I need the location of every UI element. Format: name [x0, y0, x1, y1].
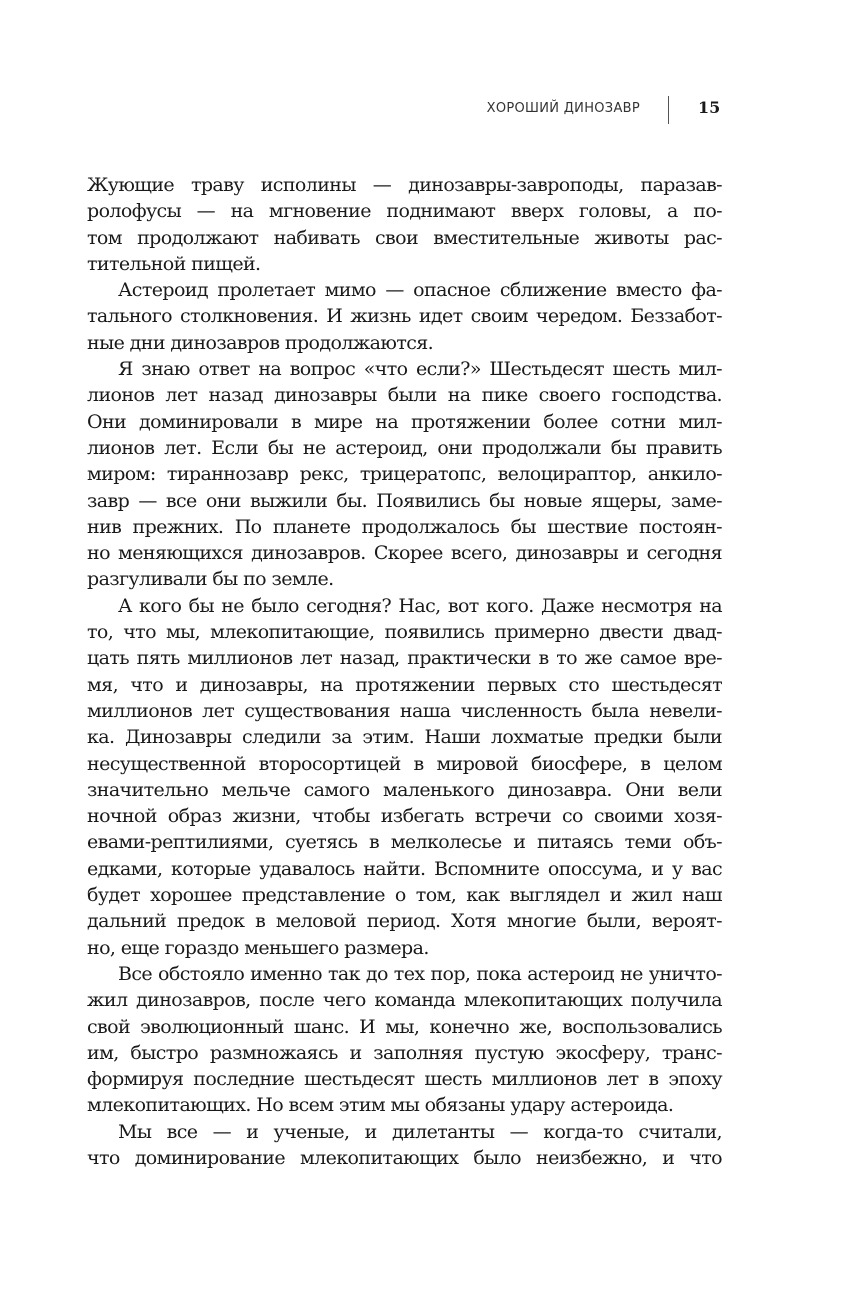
text-line: тительной пищей.	[87, 252, 261, 275]
text-line: завр — все они выжили бы. Появились бы новые ящеры, заме-	[87, 489, 722, 512]
text-line: едками, которые удавалось найти. Вспомните опоссума, и у вас	[87, 857, 722, 880]
text-line: Жующие траву исполины — динозавры-завроподы, паразав-	[87, 174, 722, 196]
text-line: ночной образ жизни, чтобы избегать встречи со своими хозя-	[87, 805, 722, 828]
text-line: том продолжают набивать свои вместительные животы рас-	[87, 226, 722, 249]
paragraph	[87, 277, 722, 356]
text-line: цать пять миллионов лет назад, практически в то же самое вре-	[87, 647, 722, 670]
text-line: Астероид пролетает мимо — опасное сближение вместо фа-	[118, 279, 722, 302]
paragraph	[87, 356, 722, 593]
text-line: но, еще гораздо меньшего размера.	[87, 936, 429, 959]
text-line: ные дни динозавров продолжаются.	[87, 331, 434, 354]
text-line: несущественной второсортицей в мировой биосфере, в целом	[87, 752, 722, 775]
text-line: дальний предок в меловой период. Хотя многие были, вероят-	[87, 910, 722, 933]
text-line: млекопитающих. Но всем этим мы обязаны удару астероида.	[87, 1094, 674, 1117]
paragraph	[87, 172, 722, 277]
text-line: жил динозавров, после чего команда млекопитающих получила	[87, 989, 722, 1012]
text-line: лионов лет. Если бы не астероид, они продолжали бы править	[87, 436, 722, 459]
paragraph	[87, 593, 722, 961]
text-line: то, что мы, млекопитающие, появились примерно двести двад-	[87, 621, 722, 644]
text-line: разгуливали бы по земле.	[87, 568, 334, 591]
running-header	[0, 96, 844, 126]
text-line: миром: тираннозавр рекс, трицератопс, велоцираптор, анкило-	[87, 463, 722, 486]
text-line: мя, что и динозавры, на протяжении первых сто шестьдесят	[87, 673, 722, 696]
text-line: нив прежних. По планете продолжалось бы шествие постоян-	[87, 515, 722, 538]
text-line: свой эволюционный шанс. И мы, конечно же, воспользовались	[87, 1015, 722, 1038]
text-line: А кого бы не было сегодня? Нас, вот кого. Даже несмотря на	[118, 594, 722, 617]
text-line: формируя последние шестьдесят шесть миллионов лет в эпоху	[87, 1068, 722, 1091]
paragraph	[87, 961, 722, 1119]
text-line: миллионов лет существования наша численность была невели-	[87, 699, 722, 722]
text-line: ролофусы — на мгновение поднимают вверх головы, а по-	[87, 200, 722, 223]
text-line: значительно мельче самого маленького динозавра. Они вели	[87, 778, 722, 801]
page-number: 15	[698, 98, 721, 117]
text-line: им, быстро размножаясь и заполняя пустую экосферу, транс-	[87, 1041, 722, 1064]
header-divider	[668, 96, 669, 124]
text-line: Мы все — и ученые, и дилетанты — когда-то считали,	[118, 1120, 722, 1143]
text-line: Я знаю ответ на вопрос «что если?» Шестьдесят шесть мил-	[118, 358, 722, 381]
paragraph	[87, 1119, 722, 1172]
text-line: ка. Динозавры следили за этим. Наши лохматые предки были	[87, 726, 722, 749]
text-line: тального столкновения. И жизнь идет своим чередом. Беззабот-	[87, 305, 722, 328]
text-line: но меняющихся динозавров. Скорее всего, динозавры и сегодня	[87, 542, 722, 565]
text-line: будет хорошее представление о том, как выглядел и жил наш	[87, 884, 722, 907]
text-line: евами-рептилиями, суетясь в мелколесье и питаясь теми объ-	[87, 831, 722, 854]
body-text	[87, 172, 722, 1171]
text-line: Все обстояло именно так до тех пор, пока астероид не уничто-	[118, 962, 722, 985]
text-line: Они доминировали в мире на протяжении более сотни мил-	[87, 410, 722, 433]
running-title: ХОРОШИЙ ДИНОЗАВР	[486, 101, 640, 116]
text-line: лионов лет назад динозавры были на пике своего господства.	[87, 384, 722, 407]
text-line: что доминирование млекопитающих было неизбежно, и что	[87, 1146, 722, 1169]
